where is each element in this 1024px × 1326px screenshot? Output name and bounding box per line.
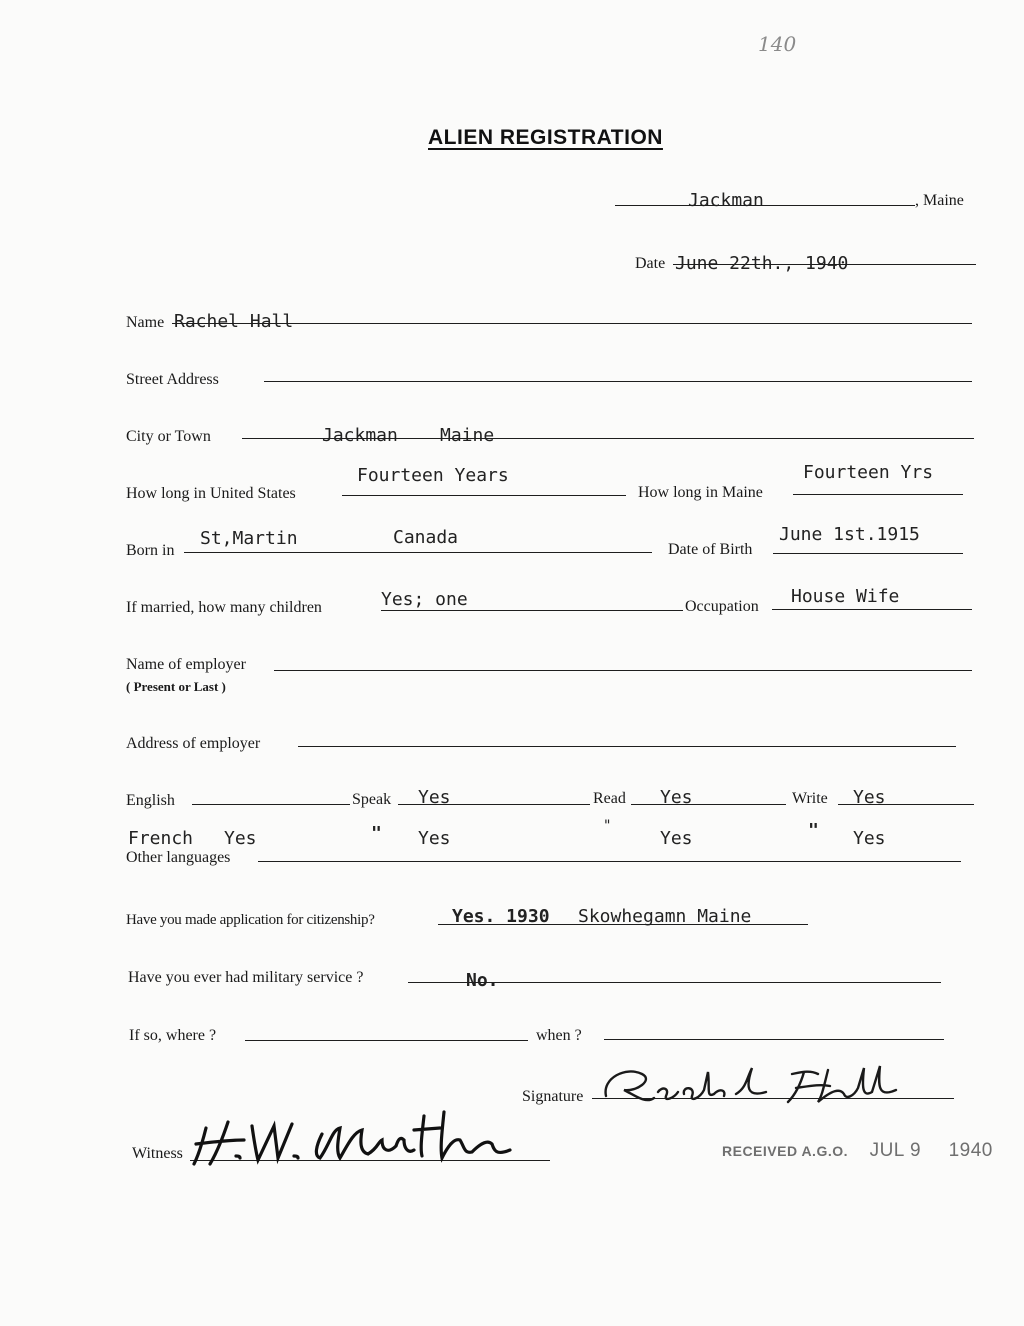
name-line xyxy=(172,323,972,324)
other-languages-line xyxy=(258,861,961,862)
signature-handwriting xyxy=(596,1058,916,1118)
place-town-value: Jackman xyxy=(688,190,764,211)
birth-date-label: Date of Birth xyxy=(668,541,753,558)
english-write-line xyxy=(838,804,974,805)
other-write-ditto: " xyxy=(808,820,819,841)
received-stamp xyxy=(722,1140,993,1162)
witness-label: Witness xyxy=(132,1145,183,1162)
place-line xyxy=(615,205,915,206)
birth-date-line xyxy=(773,553,963,554)
born-country-value: Canada xyxy=(393,527,459,548)
citizenship-label: Have you made application for citizenship? xyxy=(126,912,375,928)
place-state-label: , Maine xyxy=(915,192,964,209)
born-label: Born in xyxy=(126,542,175,559)
english-label: English xyxy=(126,792,175,809)
employer-sublabel: ( Present or Last ) xyxy=(126,679,226,694)
employer-address-line xyxy=(298,746,956,747)
us-duration-label: How long in United States xyxy=(126,485,296,502)
children-value: Yes; one xyxy=(381,589,468,610)
english-speak-line xyxy=(398,804,590,805)
where-label: If so, where ? xyxy=(129,1027,217,1044)
street-label: Street Address xyxy=(126,371,219,388)
other-language-name: French xyxy=(128,828,194,849)
received-stamp-date: JUL 9 xyxy=(869,1140,922,1161)
date-line xyxy=(673,264,976,265)
signature-label: Signature xyxy=(522,1088,584,1105)
english-write-label: Write xyxy=(792,790,828,807)
citizenship-line xyxy=(438,924,808,925)
english-read-label: Read xyxy=(593,790,626,807)
maine-duration-line xyxy=(793,494,963,495)
occupation-value: House Wife xyxy=(791,586,900,607)
other-read-value: Yes xyxy=(660,828,693,849)
city-town-value: Jackman xyxy=(322,425,398,446)
witness-handwriting xyxy=(192,1104,532,1168)
when-line xyxy=(604,1039,944,1040)
other-read-ditto: " xyxy=(603,818,612,834)
born-line xyxy=(184,552,652,553)
date-label: Date xyxy=(635,255,666,272)
occupation-line xyxy=(772,609,972,610)
maine-duration-label: How long in Maine xyxy=(638,484,763,501)
street-line xyxy=(264,381,972,382)
when-label: when ? xyxy=(536,1027,582,1044)
received-stamp-prefix: RECEIVED A.G.O. xyxy=(722,1143,849,1159)
page-number: 140 xyxy=(758,32,797,56)
city-label: City or Town xyxy=(126,428,211,445)
other-language-value: Yes xyxy=(224,828,257,849)
us-duration-line xyxy=(342,495,626,496)
children-label: If married, how many children xyxy=(126,599,322,616)
us-duration-value: Fourteen Years xyxy=(357,465,509,486)
english-speak-value: Yes xyxy=(418,787,451,808)
military-line xyxy=(408,982,941,983)
date-value: June 22th., 1940 xyxy=(675,253,849,274)
military-value: No. xyxy=(466,970,499,991)
other-write-value: Yes xyxy=(853,828,886,849)
other-languages-label: Other languages xyxy=(126,849,231,866)
english-read-line xyxy=(631,804,786,805)
name-label: Name xyxy=(126,314,165,331)
received-stamp-year: 1940 xyxy=(948,1140,993,1161)
birth-date-value: June 1st.1915 xyxy=(779,524,920,545)
employer-line xyxy=(274,670,972,671)
city-line xyxy=(242,438,974,439)
employer-address-label: Address of employer xyxy=(126,735,261,752)
other-speak-ditto: " xyxy=(371,823,382,844)
english-write-value: Yes xyxy=(853,787,886,808)
city-state-value: Maine xyxy=(440,425,495,446)
english-line xyxy=(192,804,350,805)
military-label: Have you ever had military service ? xyxy=(128,969,364,986)
born-place-value: St,Martin xyxy=(200,528,298,549)
employer-label: Name of employer xyxy=(126,656,246,673)
maine-duration-value: Fourteen Yrs xyxy=(803,462,934,483)
form-title: ALIEN REGISTRATION xyxy=(428,126,663,149)
citizenship-value: Yes. 1930 xyxy=(452,906,550,927)
citizenship-place: Skowhegamn Maine xyxy=(578,906,752,927)
name-value: Rachel Hall xyxy=(174,311,294,332)
occupation-label: Occupation xyxy=(685,598,759,615)
children-line xyxy=(381,610,683,611)
other-speak-value: Yes xyxy=(418,828,451,849)
english-speak-label: Speak xyxy=(352,791,392,808)
where-line xyxy=(245,1040,528,1041)
english-read-value: Yes xyxy=(660,787,693,808)
